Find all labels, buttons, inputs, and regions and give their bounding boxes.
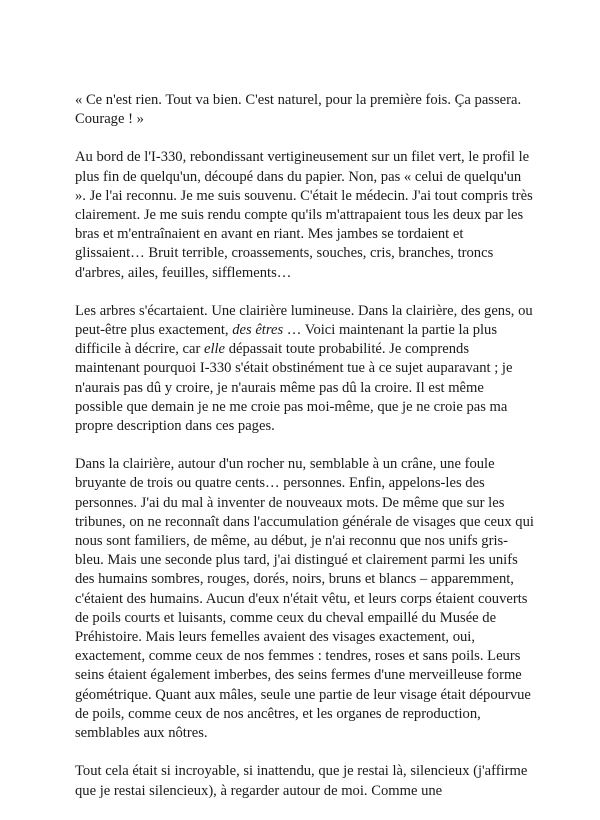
paragraph-text: Au bord de l'I-330, rebondissant vertigineusement sur un filet vert, le profil le plus fin de quelqu'un, découpé dans du papier. Non, pas « celui de quelqu'un ». Je l'ai reconnu. Je me suis souvenu. C'était le médecin. J'ai tout compris très clairement. Je me suis rendu compte qu'ils m'attrapaient tous les deux par les bras et m'entraînaient en avant en riant. Mes jambes se tordaient et glissaient… Bruit terrible, croassements, souches, cris, branches, troncs d'arbres, ailes, feuilles, sifflements… [75,149,533,281]
document-page [75,91,535,820]
paragraph-1 [75,91,535,129]
paragraph-5 [75,762,535,800]
paragraph-text: Tout cela était si incroyable, si inattendu, que je restai là, silencieux (j'affirme que je restai silencieux), à regarder autour de moi. Comme une [75,763,528,799]
paragraph-2 [75,148,535,282]
paragraph-4 [75,455,535,743]
paragraph-text: dépassait toute probabilité. Je comprends maintenant pourquoi I-330 s'était obstinément tue à ce sujet auparavant ; je n'aurais pas dû y croire, je n'aurais même pas dû la croire. Il est même possible que demain je ne me croie pas moi-même, que je ne croie pas ma propre description dans ces pages. [75,341,513,435]
paragraph-text: « Ce n'est rien. Tout va bien. C'est naturel, pour la première fois. Ça passera. Courage ! » [75,92,522,128]
paragraph-text: Dans la clairière, autour d'un rocher nu, semblable à un crâne, une foule bruyante de trois ou quatre cents… personnes. Enfin, appelons-les des personnes. J'ai du mal à inventer de nouveaux mots. De même que sur les tribunes, on ne reconnaît dans l'accumulation générale de visages que ceux qui nous sont familiers, de même, au début, je n'ai reconnu que nos unifs gris-bleu. Mais une seconde plus tard, j'ai distingué et clairement parmi les unifs des humains sombres, rouges, dorés, noirs, bruns et blancs – apparemment, c'étaient des humains. Aucun d'eux n'était vêtu, et leurs corps étaient couverts de poils courts et luisants, comme ceux du cheval empaillé du Musée de Préhistoire. Mais leurs femelles avaient des visages exactement, oui, exactement, comme ceux de nos femmes : tendres, roses et sans poils. Leurs seins étaient également imberbes, des seins fermes d'une merveilleuse forme géométrique. Quant aux mâles, seule une partie de leur visage était dépourvue de poils, comme ceux de nos ancêtres, et les organes de reproduction, semblables aux nôtres. [75,456,534,742]
italic-text: des êtres [232,322,284,339]
paragraph-text: Les arbres s'écartaient. Une clairière lumineuse. Dans la clairière, des gens, ou peut-être plus exactement, [75,302,533,339]
paragraph-text: … Voici maintenant la partie la plus difficile à décrire, car [75,322,498,358]
italic-text: elle [203,341,226,358]
paragraph-3 [75,302,535,436]
